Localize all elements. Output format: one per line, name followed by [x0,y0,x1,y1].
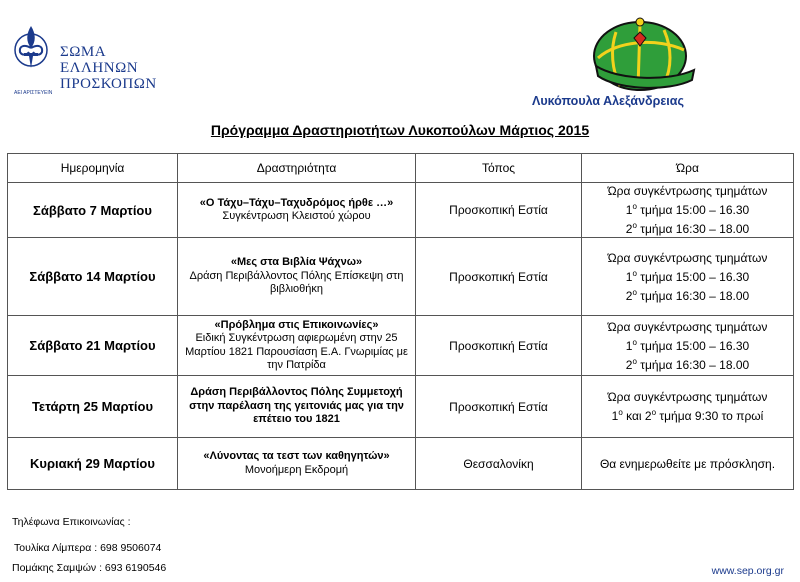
time-slot-1: $1^o$ τμήμα 15:00 – 16.30 [625,337,750,353]
activity-description: Μονοήμερη Εκδρομή [244,463,349,476]
row-place: Προσκοπική Εστία [416,316,582,376]
org-name-line1: ΣΩΜΑ [60,44,107,60]
contact-person-2: Πομάκης Σαμψών : 693 6190546 [12,562,167,574]
website-link[interactable]: www.sep.org.gr [711,565,784,577]
page-title [0,122,800,138]
row-time [582,183,794,238]
page-title-text: Πρόγραμμα Δραστηριοτήτων Λυκοπούλων Μάρτιος 2015 [210,122,590,138]
seal-text: ΑΕΙ ΑΡΙΣΤΕΥΕΙΝ [14,90,53,96]
row-time-note: Θα ενημερωθείτε με πρόσκληση. [582,438,794,490]
time-slot-1: $1^o$ τμήμα 15:00 – 16.30 [625,202,750,217]
time-slot-2: $2^o$ τμήμα 16:30 – 18.00 [625,287,750,303]
table-row [8,316,794,376]
row-date: Τετάρτη 25 Μαρτίου [8,376,178,438]
row-place: Προσκοπική Εστία [416,376,582,438]
activity-title: «Ο Τάχυ–Τάχυ–Ταχυδρόμος ήρθε …» [199,196,394,209]
row-activity [178,316,416,376]
row-time [582,316,794,376]
contacts-block [12,515,166,575]
header-activity: Δραστηριότητα [178,154,416,183]
row-date: Σάββατο 21 Μαρτίου [8,316,178,376]
table-row [8,183,794,238]
time-slot-1: $1^o$ τμήμα 15:00 – 16.30 [625,268,750,284]
header-date: Ημερομηνία [8,154,178,183]
row-time [582,238,794,316]
contacts-label: Τηλέφωνα Επικοινωνίας : [12,516,131,528]
scouts-logo [14,18,157,96]
time-header: Ώρα συγκέντρωσης τμημάτων [607,390,768,404]
fleur-de-lis-icon [14,18,48,88]
header-place: Τόπος [416,154,582,183]
activity-title: «Μες στα Βιβλία Ψάχνω» [230,256,363,269]
activity-description: Συγκέντρωση Κλειστού χώρου [222,210,371,222]
row-date: Σάββατο 7 Μαρτίου [8,183,178,238]
time-header: Ώρα συγκέντρωσης τμημάτων [607,319,768,334]
row-time [582,376,794,438]
org-name-line2: ΕΛΛΗΝΩΝ [60,60,139,76]
org-name-line3: ΠΡΟΣΚΟΠΩΝ [60,76,157,92]
time-slot-2: $2^o$ τμήμα 16:30 – 18.00 [625,221,750,236]
table-row [8,438,794,490]
activity-title: «Πρόβλημα στις Επικοινωνίες» [214,318,379,331]
time-slot-2: $2^o$ τμήμα 16:30 – 18.00 [625,356,750,372]
row-activity [178,238,416,316]
header-time: Ώρα [582,154,794,183]
cub-cap-icon [588,10,698,97]
table-header-row [8,154,794,183]
schedule-table [7,153,794,490]
pack-name: Λυκόπουλα Αλεξάνδρειας [532,94,684,108]
row-activity [178,183,416,238]
row-date: Σάββατο 14 Μαρτίου [8,238,178,316]
row-date: Κυριακή 29 Μαρτίου [8,438,178,490]
table-row [8,238,794,316]
row-place: Προσκοπική Εστία [416,183,582,238]
contact-person-1: Τουλίκα Λίμπερα : 698 9506074 [14,542,162,554]
activity-title: «Λύνοντας τα τεστ των καθηγητών» [203,450,390,462]
activity-description: Ειδική Συγκέντρωση αφιερωμένη στην 25 Μαρτίου 1821 Παρουσίαση Ε.Α. Γνωριμίας με την Πατρίδα [185,332,408,371]
activity-description: Δράση Περιβάλλοντος Πόλης Επίσκεψη στη βιβλιοθήκη [189,269,404,296]
row-activity [178,376,416,438]
row-place: Θεσσαλονίκη [416,438,582,490]
time-slot-combined: $1^o$ και $2^o$ τμήμα 9:30 το πρωί [611,408,764,423]
time-header: Ώρα συγκέντρωσης τμημάτων [607,184,768,198]
row-place: Προσκοπική Εστία [416,238,582,316]
time-header: Ώρα συγκέντρωσης τμημάτων [607,250,768,265]
table-row [8,376,794,438]
activity-title: Δράση Περιβάλλοντος Πόλης Συμμετοχή στην παρέλαση της γειτονιάς μας για την επέτειο του 1821 [189,386,404,426]
row-activity [178,438,416,490]
